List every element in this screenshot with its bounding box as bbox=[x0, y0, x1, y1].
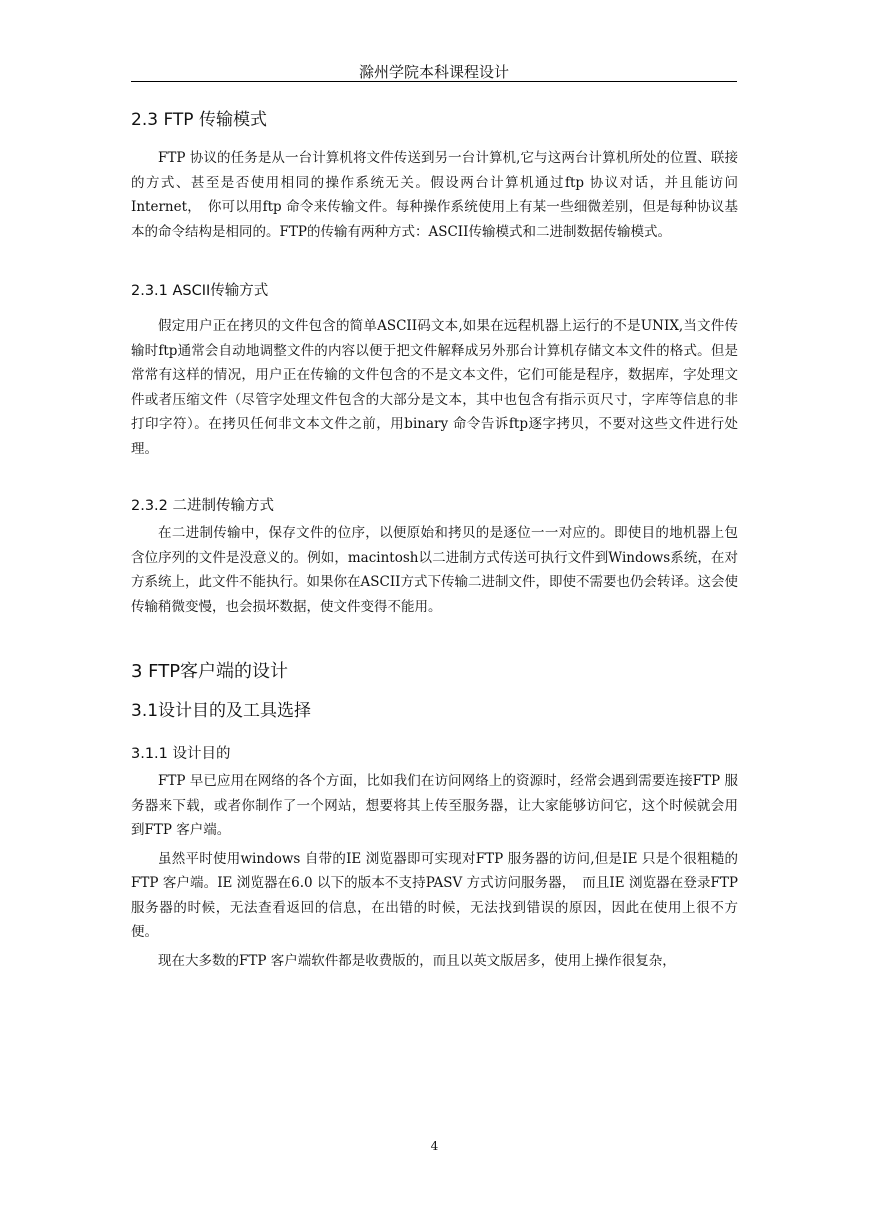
section-heading-2-3: 2.3 FTP 传输模式 bbox=[131, 110, 267, 130]
body-content bbox=[131, 108, 738, 973]
paragraph: 在二进制传输中，保存文件的位序，以便原始和拷贝的是逐位一一对应的。即使目的地机器上包含位序列的文件是没意义的。例如，macintosh以二进制方式传送可执行文件到Windows系统，在对方系统上，此文件不能执行。如果你在ASCII方式下传输二进制文件，即使不需要也仍会转译。这会使传输稍微变慢，也会损坏数据，使文件变得不能用。 bbox=[131, 525, 738, 615]
subsection-heading-3-1-1: 3.1.1 设计目的 bbox=[131, 746, 231, 762]
paragraph: 假定用户正在拷贝的文件包含的简单ASCII码文本,如果在远程机器上运行的不是UNIX,当文件传输时ftp通常会自动地调整文件的内容以便于把文件解释成另外那台计算机存储文本文件的格式。但是常常有这样的情况，用户正在传输的文件包含的不是文本文件，它们可能是程序，数据库，字处理文件或者压缩文件（尽管字处理文件包含的大部分是文本，其中也包含有指示页尺寸，字库等信息的非打印字符）。在拷贝任何非文本文件之前，用binary 命令告诉ftp逐字拷贝，不要对这些文件进行处理。 bbox=[131, 318, 738, 457]
chapter-heading-3: 3 FTP客户端的设计 bbox=[131, 661, 289, 682]
section-heading-3-1: 3.1设计目的及工具选择 bbox=[131, 701, 312, 721]
page-number: 4 bbox=[430, 1139, 439, 1153]
paragraph: 现在大多数的FTP 客户端软件都是收费版的，而且以英文版居多，使用上操作很复杂， bbox=[158, 952, 676, 969]
paragraph: FTP 早已应用在网络的各个方面，比如我们在访问网络上的资源时，经常会遇到需要连接FTP 服务器来下载，或者你制作了一个网站，想要将其上传至服务器，让大家能够访问它，这个时候就会用到FTP 客户端。 bbox=[131, 773, 738, 838]
subsection-heading-2-3-2: 2.3.2 二进制传输方式 bbox=[131, 498, 275, 514]
page-header-title: 滁州学院本科课程设计 bbox=[358, 63, 509, 81]
paragraph: 虽然平时使用windows 自带的IE 浏览器即可实现对FTP 服务器的访问,但是IE 只是个很粗糙的FTP 客户端。IE 浏览器在6.0 以下的版本不支持PASV 方式访问服务器， 而且IE 浏览器在登录FTP 服务器的时候，无法查看返回的信息，在出错的时候，无法找到错误的原因，因此在使用上很不方便。 bbox=[131, 850, 738, 940]
header-divider bbox=[131, 81, 737, 82]
subsection-heading-2-3-1: 2.3.1 ASCII传输方式 bbox=[131, 283, 269, 299]
paragraph: FTP 协议的任务是从一台计算机将文件传送到另一台计算机,它与这两台计算机所处的位置、联接的方式、甚至是否使用相同的操作系统无关。假设两台计算机通过ftp 协议对话，并且能访问Internet， 你可以用ftp 命令来传输文件。每种操作系统使用上有某一些细微差别，但是每种协议基本的命令结构是相同的。FTP的传输有两种方式：ASCII传输模式和二进制数据传输模式。 bbox=[131, 150, 738, 240]
